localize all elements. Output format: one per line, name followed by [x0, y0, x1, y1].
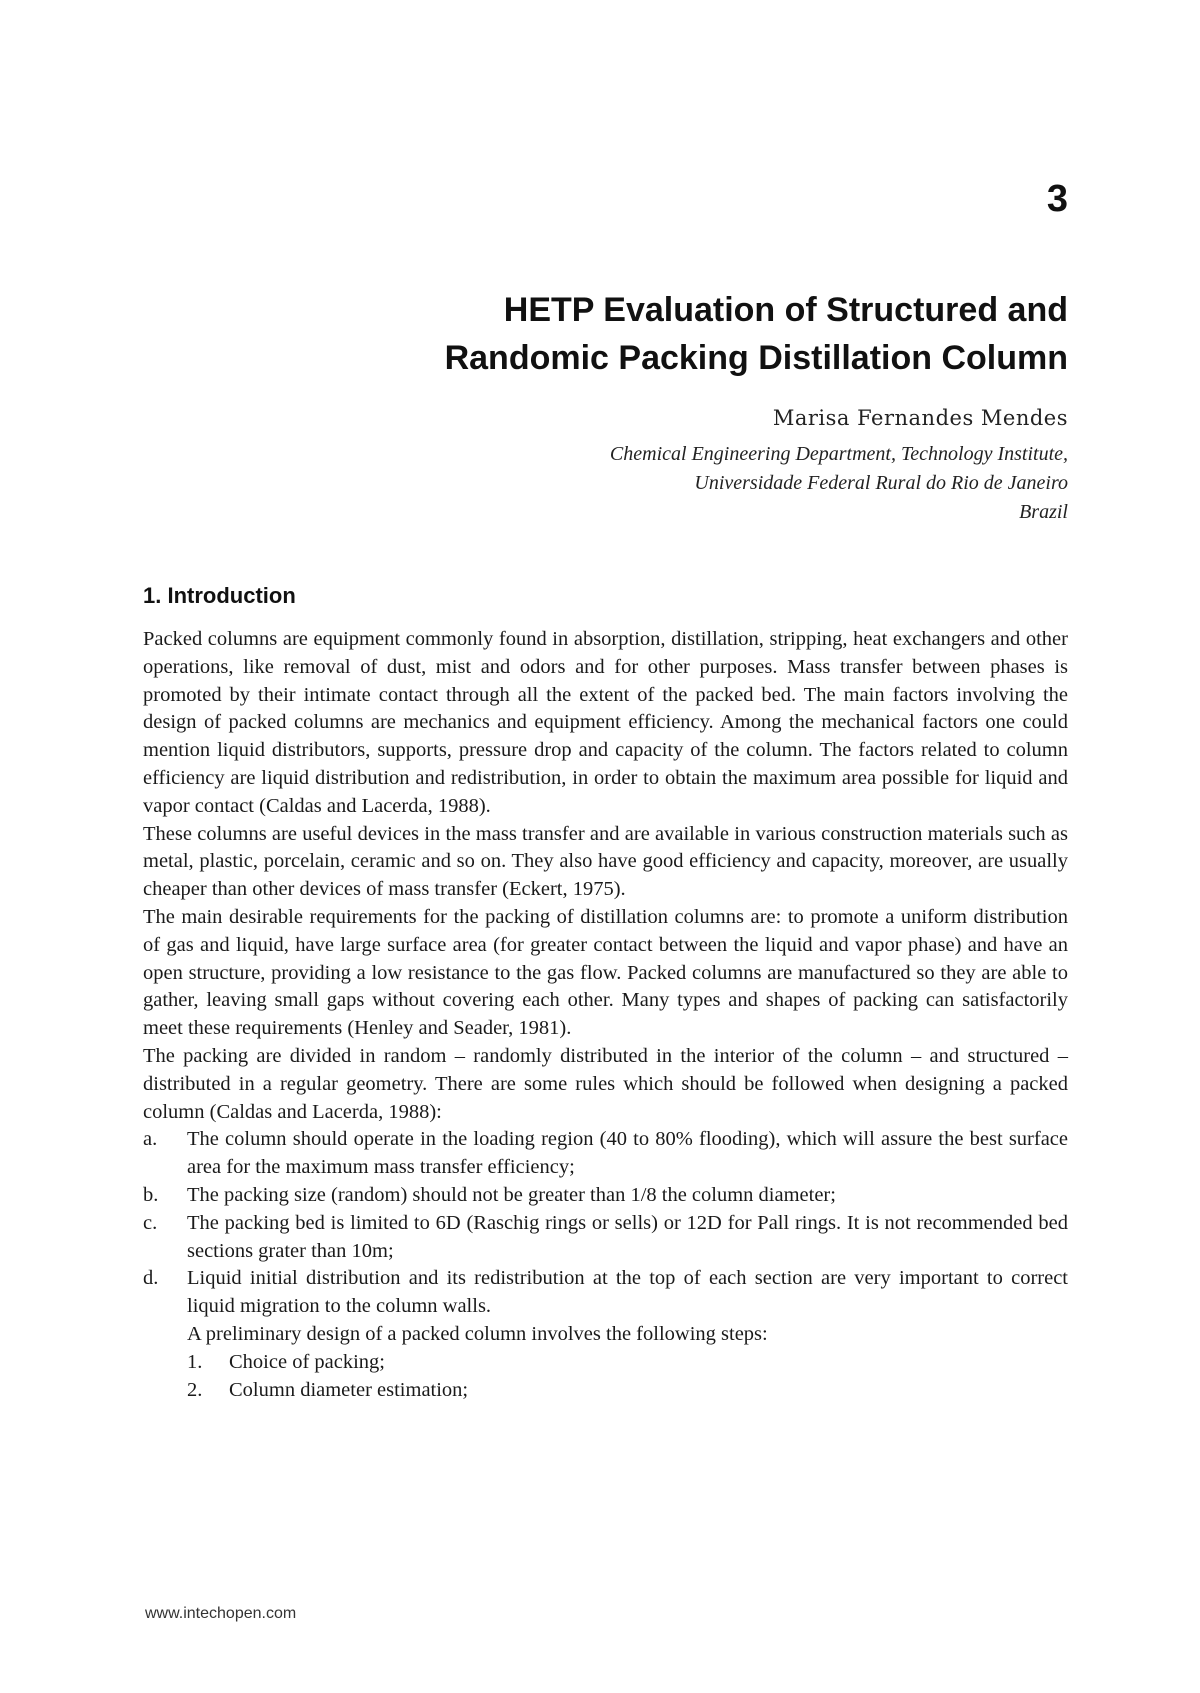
- chapter-title-line-2: Randomic Packing Distillation Column: [444, 339, 1068, 377]
- list-item-text: The packing bed is limited to 6D (Raschig rings or sells) or 12D for Pall rings. It is not recommended bed sections grater than 10m;: [187, 1211, 1068, 1262]
- list-marker: 2.: [187, 1378, 203, 1401]
- chapter-number: 3: [1046, 178, 1068, 220]
- list-marker: b.: [143, 1183, 159, 1206]
- list-marker: 1.: [187, 1350, 203, 1373]
- list-marker: d.: [143, 1267, 159, 1290]
- section-heading: 1. Introduction: [143, 583, 296, 608]
- list-item-text: The packing size (random) should not be greater than 1/8 the column diameter;: [187, 1183, 836, 1206]
- list-item: [143, 1126, 1068, 1182]
- list-item: [187, 1349, 1068, 1377]
- steps-list: [143, 1349, 1068, 1405]
- list-item-text: Choice of packing;: [229, 1350, 385, 1373]
- list-item-text: Column diameter estimation;: [229, 1378, 469, 1401]
- rules-list: [143, 1126, 1068, 1321]
- list-item: [143, 1182, 1068, 1210]
- chapter-title: [168, 286, 1068, 382]
- section-body: [143, 626, 1068, 1404]
- list-marker: c.: [143, 1211, 158, 1234]
- list-item: [143, 1265, 1068, 1321]
- paragraph: Packed columns are equipment commonly found in absorption, distillation, stripping, heat exchangers and other operations, like removal of dust, mist and odors and for other purposes. Mass transfer between phases is promoted by their intimate contact through all the extent of the packed bed. The main factors involving the design of packed columns are mechanics and equipment efficiency. Among the mechanical factors one could mention liquid distributors, supports, pressure drop and capacity of the column. The factors related to column efficiency are liquid distribution and redistribution, in order to obtain the maximum area possible for liquid and vapor contact (Caldas and Lacerda, 1988).: [143, 628, 1068, 817]
- footer-url: www.intechopen.com: [145, 1605, 297, 1622]
- list-marker: a.: [143, 1128, 158, 1151]
- steps-intro: A preliminary design of a packed column involves the following steps:: [187, 1322, 768, 1345]
- author-name: Marisa Fernandes Mendes: [772, 406, 1068, 430]
- list-item: [143, 1210, 1068, 1266]
- paragraph: These columns are useful devices in the mass transfer and are available in various construction materials such as metal, plastic, porcelain, ceramic and so on. They also have good efficiency and capacity, moreover, are usually cheaper than other devices of mass transfer (Eckert, 1975).: [143, 822, 1068, 901]
- list-item-text: Liquid initial distribution and its redistribution at the top of each section are very important to correct liquid migration to the column walls.: [187, 1267, 1068, 1318]
- paragraph: The main desirable requirements for the packing of distillation columns are: to promote a uniform distribution of gas and liquid, have large surface area (for greater contact between the liquid and vapor phase) and have an open structure, providing a low resistance to the gas flow. Packed columns are manufactured so they are able to gather, leaving small gaps without covering each other. Many types and shapes of packing can satisfactorily meet these requirements (Henley and Seader, 1981).: [143, 905, 1068, 1040]
- author-affiliation: [368, 440, 1068, 527]
- list-item: [187, 1377, 1068, 1405]
- affiliation-line-3: Brazil: [1019, 501, 1068, 523]
- affiliation-line-2: Universidade Federal Rural do Rio de Janeiro: [694, 472, 1068, 494]
- paragraph: The packing are divided in random – randomly distributed in the interior of the column – and structured – distributed in a regular geometry. There are some rules which should be followed when designing a packed column (Caldas and Lacerda, 1988):: [143, 1044, 1068, 1123]
- list-item-text: The column should operate in the loading region (40 to 80% flooding), which will assure the best surface area for the maximum mass transfer efficiency;: [187, 1128, 1068, 1179]
- affiliation-line-1: Chemical Engineering Department, Technology Institute,: [609, 443, 1068, 465]
- chapter-title-line-1: HETP Evaluation of Structured and: [503, 291, 1068, 329]
